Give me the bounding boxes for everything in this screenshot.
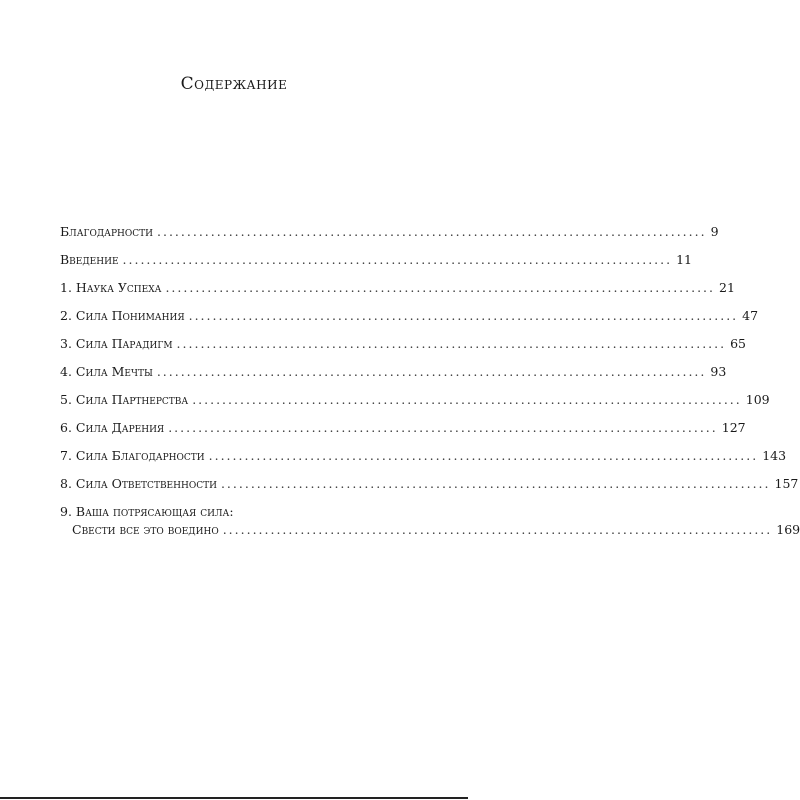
toc-entry-page: 65 [730,336,747,351]
toc-entry-number: 9. [60,504,76,519]
toc-entry-page: 143 [762,448,787,463]
toc-entry-title: Сила Понимания [75,308,185,323]
toc-entry-page: 21 [719,280,735,295]
toc-entry[interactable] [60,364,727,392]
toc-entry[interactable] [60,476,799,504]
toc-entry-page: 109 [745,392,770,407]
dot-leader: ............................................................................................ [192,392,742,407]
toc-entry-title: Сила Дарения [75,420,165,435]
toc-entry[interactable] [60,224,719,252]
toc-entry-subtitle: Свести все это воедино [72,522,219,537]
dot-leader: ............................................................................................ [222,522,773,537]
toc-entry[interactable] [60,392,770,420]
toc-entry-number: 3. [60,336,76,351]
toc-entry-page: 93 [710,364,727,379]
dot-leader: ............................................................................................ [176,336,727,351]
toc-entry-page: 169 [776,522,800,537]
toc-entry-title: Наука Успеха [75,280,162,295]
toc-entry-number: 4. [60,364,76,379]
toc-entry-page: 9 [710,224,719,239]
toc-entry-page: 11 [676,252,692,267]
dot-leader: ............................................................................................ [208,448,759,463]
dot-leader: ............................................................................................ [188,308,739,323]
toc-entry-page: 157 [774,476,799,491]
toc-entry-continuation[interactable] [60,522,800,550]
toc-entry-title: Сила Ответственности [75,476,217,491]
dot-leader: ............................................................................................ [156,364,707,379]
toc-entry[interactable] [60,504,434,522]
toc-entry[interactable] [60,420,746,448]
toc-entry-title: Сила Партнерства [75,392,189,407]
dot-leader: ............................................................................................ [165,280,716,295]
toc-entry-title: Введение [60,252,119,267]
toc-entry-number: 1. [60,280,76,295]
toc-entry-number: 2. [60,308,76,323]
dot-leader: ............................................................................................ [157,224,707,239]
toc-entry-title: Благодарности [60,224,154,239]
toc-entry-page: 127 [721,420,746,435]
toc-entry-number: 5. [60,392,76,407]
dot-leader: ............................................................................................ [122,252,673,267]
dot-leader: ............................................................................................ [168,420,718,435]
toc-entry[interactable] [60,252,692,280]
toc-entry-number: 8. [60,476,76,491]
toc-entry-title: Сила Мечты [75,364,153,379]
toc-entry[interactable] [60,448,787,476]
bottom-border-line [0,797,468,799]
toc-entry-title: Сила Парадигм [75,336,173,351]
toc-entry-title: Сила Благодарности [75,448,205,463]
toc-entry[interactable] [60,336,747,364]
toc-entry-number: 6. [60,420,76,435]
page-title: Содержание [180,74,288,94]
toc-entry[interactable] [60,280,735,308]
toc-entry-number: 7. [60,448,76,463]
dot-leader: ............................................................................................ [220,476,771,491]
table-of-contents [60,224,800,550]
toc-entry[interactable] [60,308,759,336]
toc-entry-title: Ваша потрясающая сила: [75,504,234,519]
toc-entry-page: 47 [742,308,759,323]
